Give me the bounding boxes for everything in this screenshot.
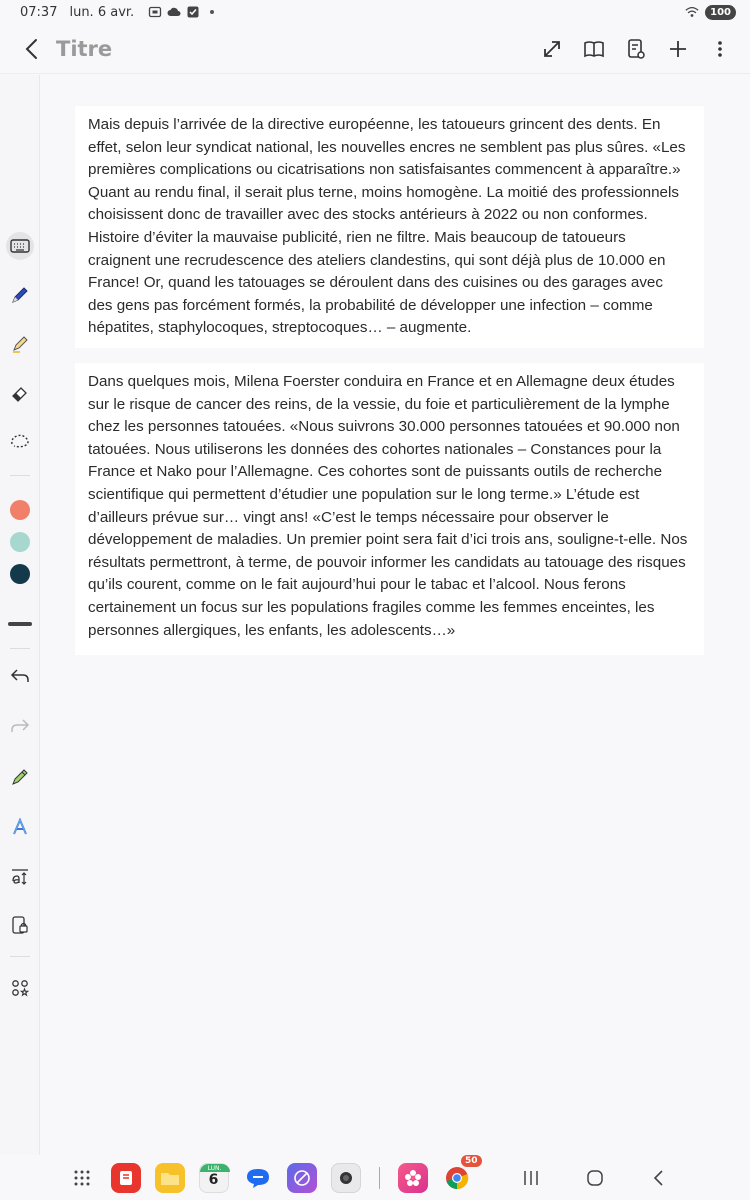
eraser-tool[interactable] bbox=[6, 379, 34, 407]
plus-icon bbox=[667, 38, 689, 60]
pen-tool[interactable] bbox=[6, 281, 34, 309]
messages-app-icon[interactable] bbox=[243, 1163, 273, 1193]
keyboard-tool[interactable] bbox=[6, 232, 34, 260]
globe-icon bbox=[292, 1168, 312, 1188]
files-app-icon[interactable] bbox=[155, 1163, 185, 1193]
text-size-tool[interactable] bbox=[6, 863, 34, 891]
paragraph: Mais depuis l’arrivée de la directive européenne, les tatoueurs grincent des dents. En effet, selon leur syndicat national, les nouvelles encres ne semblent pas plus sûres. «Les premières complications ou cicatrisations non satisfaisantes commencent à apparaître.» Quant au rendu final, il serait plus terne, moins homogène. La moitié des professionnels choisissent donc de travailler avec des stocks antérieurs à 2022 ou non conformes. Histoire d’éviter la mauvaise publicité, rien ne filtre. Mais beaucoup de tatoueurs craignent une recrudescence des ateliers clandestins, qui sont déjà plus de 10.000 en France! Or, quand les tatouages se déroulent dans des cuisines ou des garages avec des gens pas forcément formés, la probabilité de développer une infection – comme hépatites, staphylocoques, streptocoques… – augmente. bbox=[88, 116, 686, 337]
home-button[interactable] bbox=[570, 1163, 620, 1193]
highlighter-icon bbox=[10, 334, 30, 354]
status-bar bbox=[0, 0, 750, 24]
color-swatch-coral[interactable] bbox=[10, 500, 30, 520]
text-style-icon bbox=[10, 817, 30, 837]
redo-icon bbox=[10, 717, 30, 735]
text-box[interactable] bbox=[75, 363, 704, 655]
taskbar-separator bbox=[379, 1167, 380, 1189]
text-box[interactable] bbox=[75, 106, 704, 348]
screenshot-icon bbox=[148, 5, 162, 19]
home-icon bbox=[586, 1169, 604, 1187]
redo-button[interactable] bbox=[6, 712, 34, 740]
eraser-icon bbox=[10, 383, 30, 403]
undo-button[interactable] bbox=[6, 662, 34, 690]
app-header bbox=[0, 24, 750, 74]
add-button[interactable] bbox=[660, 31, 696, 67]
more-options-button[interactable] bbox=[702, 31, 738, 67]
notification-badge: 50 bbox=[461, 1155, 482, 1167]
pen-settings-icon bbox=[10, 767, 30, 787]
flower-icon bbox=[403, 1168, 423, 1188]
calendar-app-icon[interactable] bbox=[199, 1163, 229, 1193]
apps-grid-icon bbox=[73, 1169, 91, 1187]
notes-icon bbox=[117, 1169, 135, 1187]
folder-icon bbox=[160, 1170, 180, 1186]
battery-indicator: 100 bbox=[705, 5, 736, 20]
chrome-app-icon[interactable] bbox=[442, 1155, 478, 1193]
page-settings-icon bbox=[625, 38, 647, 60]
recent-apps-button[interactable] bbox=[506, 1163, 556, 1193]
chevron-left-icon bbox=[22, 38, 42, 60]
chrome-icon bbox=[444, 1165, 470, 1191]
recent-apps-icon bbox=[522, 1170, 540, 1186]
toolbar-divider bbox=[10, 475, 30, 476]
camera-icon bbox=[336, 1168, 356, 1188]
status-date: lun. 6 avr. bbox=[69, 4, 135, 20]
toolbar-divider bbox=[10, 648, 30, 649]
nav-back-button[interactable] bbox=[634, 1163, 684, 1193]
calendar-day: 6 bbox=[208, 1171, 219, 1188]
text-size-icon bbox=[10, 867, 30, 887]
page-settings-button[interactable] bbox=[618, 31, 654, 67]
taskbar bbox=[0, 1155, 750, 1200]
toolbar-divider bbox=[10, 956, 30, 957]
paragraph: Dans quelques mois, Milena Foerster conduira en France et en Allemagne deux études sur le risque de cancer des reins, de la vessie, du foie et particulièrement de la lymphe chez les personnes tatouées. «Nous suivrons 30.000 personnes tatouées et 90.000 non tatouées. Nous utiliserons les données des cohortes nationales – Constances pour la France et Nako pour l’Allemagne. Ces cohortes sont de puissants outils de recherche scientifique qui permettent d’étudier une population sur le long terme.» L’étude est d’ailleurs prévue sur… vingt ans! «C’est le temps nécessaire pour observer le développement de maladies. Un premier point sera fait d’ici trois ans, souligne-t-elle. Nos résultats permettront, à terme, de pouvoir informer les candidats au tatouage des risques qu’ils courent, comme on le fait aujourd’hui pour le tabac et l’alcool. Nous ferons certainement un focus sur les populations fragiles comme les femmes enceintes, les personnes allergiques, les enfants, les adolescents…» bbox=[88, 373, 688, 639]
drawing-toolbar bbox=[0, 75, 40, 1155]
undo-icon bbox=[10, 667, 30, 685]
pen-icon bbox=[10, 285, 30, 305]
notes-app-icon[interactable] bbox=[111, 1163, 141, 1193]
camera-app-icon[interactable] bbox=[331, 1163, 361, 1193]
book-icon bbox=[583, 38, 605, 60]
color-swatch-navy[interactable] bbox=[10, 564, 30, 584]
wifi-icon bbox=[685, 5, 699, 19]
highlighter-tool[interactable] bbox=[6, 330, 34, 358]
stroke-thickness[interactable] bbox=[8, 622, 32, 626]
cloud-icon bbox=[167, 5, 181, 19]
lock-page-icon bbox=[10, 915, 30, 935]
reading-mode-button[interactable] bbox=[576, 31, 612, 67]
more-tools-button[interactable] bbox=[6, 974, 34, 1002]
lasso-tool[interactable] bbox=[6, 427, 34, 455]
pen-settings-tool[interactable] bbox=[6, 763, 34, 791]
fullscreen-button[interactable] bbox=[534, 31, 570, 67]
chevron-left-icon bbox=[652, 1169, 666, 1187]
apps-grid-icon bbox=[11, 979, 29, 997]
note-title[interactable]: Titre bbox=[56, 36, 113, 61]
keyboard-icon bbox=[10, 238, 30, 254]
more-vertical-icon bbox=[716, 38, 724, 60]
lock-page-tool[interactable] bbox=[6, 911, 34, 939]
gallery-app-icon[interactable] bbox=[398, 1163, 428, 1193]
lasso-icon bbox=[9, 431, 31, 451]
status-time: 07:37 bbox=[20, 4, 58, 20]
dot-icon bbox=[205, 5, 219, 19]
internet-app-icon[interactable] bbox=[287, 1163, 317, 1193]
checkbox-notification-icon bbox=[186, 5, 200, 19]
calendar-month: LUN. bbox=[207, 1164, 222, 1172]
app-drawer-button[interactable] bbox=[67, 1163, 97, 1193]
text-style-tool[interactable] bbox=[6, 813, 34, 841]
color-swatch-mint[interactable] bbox=[10, 532, 30, 552]
chat-bubble-icon bbox=[245, 1166, 271, 1190]
back-button[interactable] bbox=[12, 29, 52, 69]
expand-icon bbox=[541, 38, 563, 60]
